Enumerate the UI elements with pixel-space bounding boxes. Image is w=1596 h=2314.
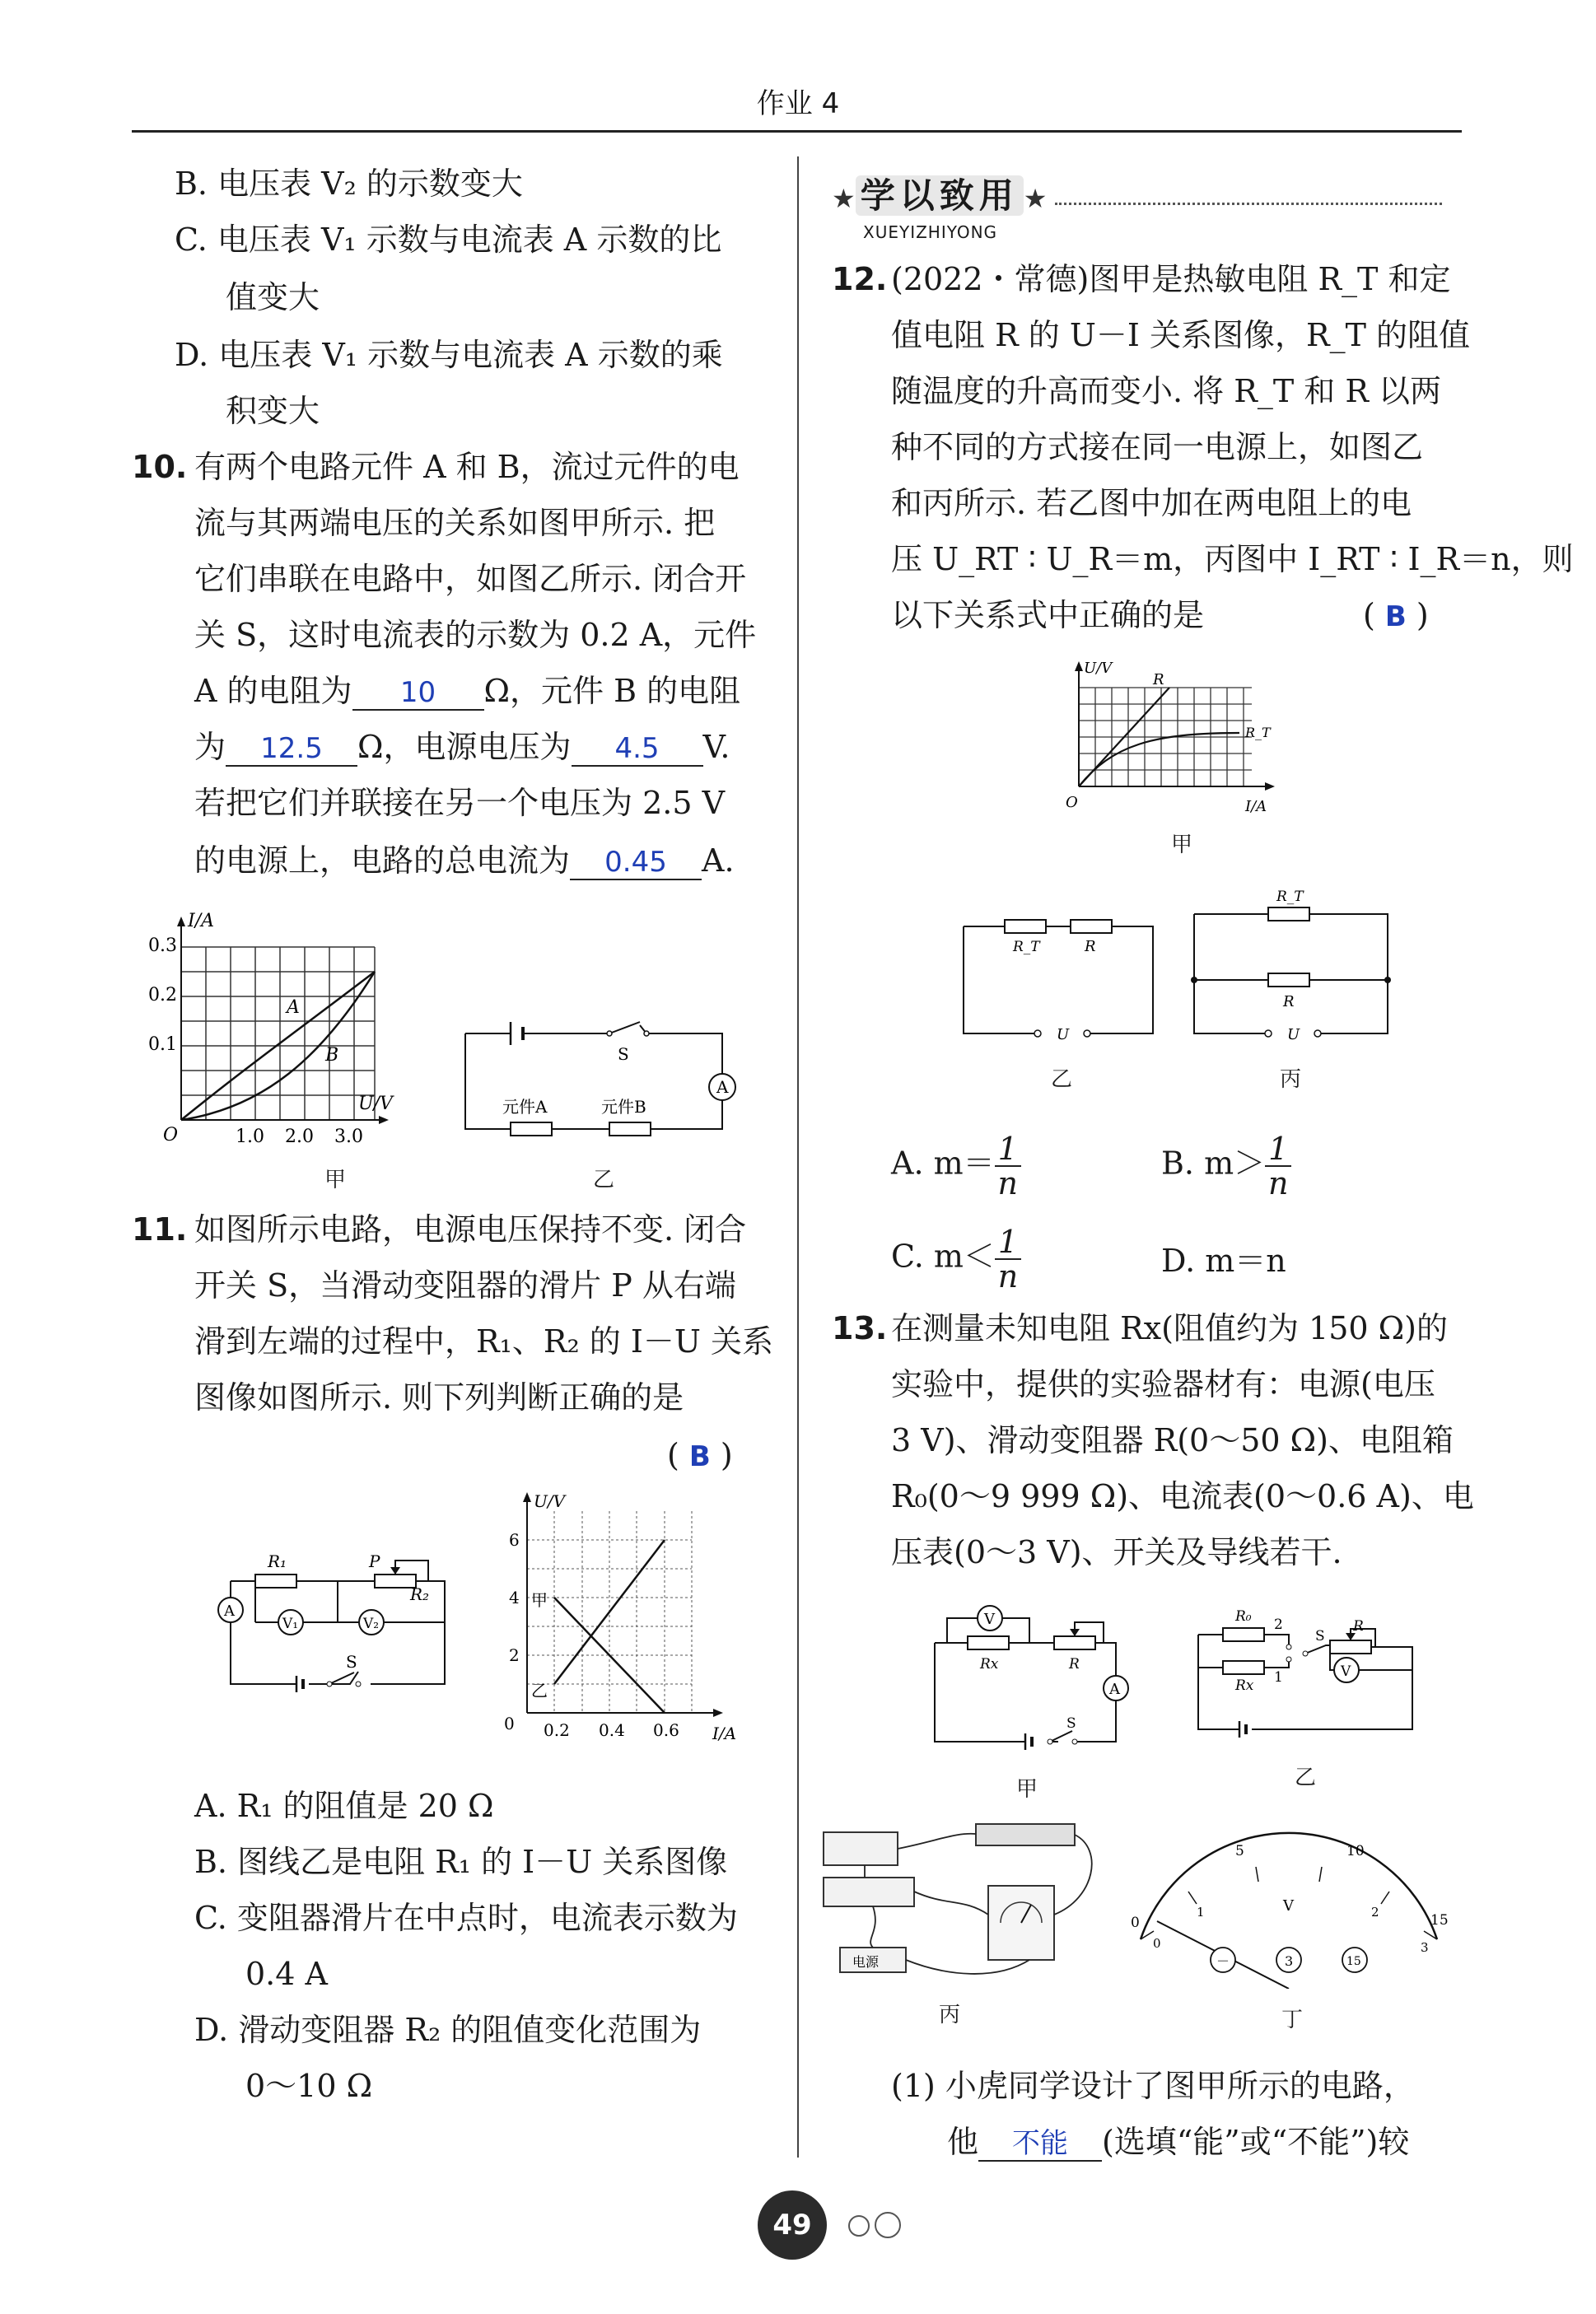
q9-option-d-line1: D. 电压表 V₁ 示数与电流表 A 示数的乘 — [175, 337, 723, 373]
fig11-circuit — [206, 1536, 453, 1701]
fig13-yi-r — [1330, 1640, 1371, 1654]
fig13-yi-rx — [1223, 1661, 1264, 1674]
fig10-x-tick: 2.0 — [285, 1127, 314, 1147]
resistance-box — [824, 1832, 898, 1865]
fig11-slider-p: P — [369, 1551, 380, 1571]
fig12-series-r — [1071, 920, 1112, 933]
q11-option-c-line1: C. 变阻器滑片在中点时，电流表示数为 — [194, 1900, 738, 1936]
q10-line8-end: A. — [702, 842, 735, 879]
fig12-rt-label: R_T — [1245, 725, 1271, 740]
fig11-y-axis-label: U/V — [534, 1491, 566, 1511]
fig12-series-rt — [1005, 920, 1046, 933]
q12-option-a-text: A. m＝ — [891, 1145, 995, 1182]
fig10-element-b — [609, 1122, 651, 1136]
q11-option-c-line2: 0.4 A — [245, 1956, 328, 1992]
q12-line5: 和丙所示. 若乙图中加在两电阻上的电 — [891, 485, 1412, 521]
fig11-origin: 0 — [504, 1714, 515, 1733]
q10-blank-b-resistance[interactable]: 12.5 — [226, 732, 357, 767]
fig12-parallel-rt-label: R_T — [1276, 889, 1304, 905]
q11-option-d-line2: 0～10 Ω — [245, 2068, 373, 2104]
q13-sub1-start: 他 — [947, 2124, 979, 2160]
fig13-circuit-jia — [922, 1589, 1145, 1762]
q12-line1: (2022・常德)图甲是热敏电阻 R_T 和定 — [891, 261, 1451, 297]
fig12-origin: O — [1066, 794, 1078, 811]
fig11-y-tick: 2 — [509, 1645, 520, 1665]
fig12-parallel-circuit — [1186, 881, 1400, 1050]
q10-line1: 有两个电路元件 A 和 B，流过元件的电 — [194, 449, 740, 485]
fig10-y-tick: 0.1 — [148, 1034, 177, 1055]
q11-line3: 滑到左端的过程中，R₁、R₂ 的 I－U 关系 — [194, 1323, 773, 1360]
page-number-badge: 49 — [758, 2190, 827, 2260]
dial-inner-tick: 2 — [1371, 1905, 1379, 1920]
fig11-x-tick: 0.2 — [544, 1720, 570, 1740]
fig11-r1-label: R₁ — [268, 1551, 287, 1571]
section-subtitle: XUEYIZHIYONG — [863, 222, 998, 242]
banner-dotted-rule — [1055, 203, 1442, 205]
fig10-y-axis-label: I/A — [188, 911, 214, 931]
fraction-denominator: n — [1267, 1165, 1289, 1201]
fraction-numerator: 1 — [995, 1225, 1021, 1260]
fig11-r2-label: R₂ — [410, 1584, 430, 1604]
fig10-y-tick: 0.2 — [148, 985, 177, 1005]
fig13-jia-r — [1054, 1636, 1095, 1649]
fraction-numerator: 1 — [995, 1132, 1021, 1167]
q13-line3: 3 V)、滑动变阻器 R(0～50 Ω)、电阻箱 — [891, 1422, 1454, 1458]
q12-option-c — [891, 1225, 1021, 1293]
q10-line4: 关 S，这时电流表的示数为 0.2 A，元件 — [194, 617, 757, 653]
q12-number: 12. — [832, 261, 888, 297]
fig11-ammeter-label: A — [224, 1603, 235, 1620]
q13-line5: 压表(0～3 V)、开关及导线若干. — [891, 1534, 1342, 1570]
q12-option-c-fraction — [995, 1225, 1021, 1293]
fig12-caption-yi: 乙 — [1051, 1067, 1073, 1092]
rheostat — [976, 1824, 1075, 1845]
fig12-caption-jia: 甲 — [1171, 833, 1193, 857]
fig12-parallel-r — [1268, 973, 1309, 987]
fig12-r-label: R — [1153, 671, 1164, 688]
q12-line7: 以下关系式中正确的是 — [891, 597, 1205, 633]
fig11-v1-label: V₁ — [282, 1616, 299, 1632]
fig11-line-jia-label: 甲 — [531, 1590, 548, 1610]
fig12-series-r-label: R — [1085, 938, 1096, 955]
section-title: 学以致用 — [856, 175, 1024, 216]
q12-option-b-fraction — [1265, 1132, 1291, 1200]
q10-line8 — [194, 833, 735, 888]
q12-option-a — [891, 1132, 1021, 1200]
fig10-x-tick: 1.0 — [236, 1127, 264, 1147]
decorative-circle — [848, 2215, 870, 2237]
q11-option-d-line1: D. 滑动变阻器 R₂ 的阻值变化范围为 — [194, 2012, 702, 2048]
dial-outer-tick: 15 — [1430, 1912, 1449, 1929]
q10-line5 — [194, 664, 740, 718]
q13-number: 13. — [832, 1310, 888, 1346]
fig10-y-tick: 0.3 — [148, 935, 177, 956]
fig10-switch-label: S — [618, 1044, 629, 1064]
fig10-curve-b-label: B — [325, 1045, 339, 1066]
q10-line2: 流与其两端电压的关系如图甲所示. 把 — [194, 505, 716, 541]
q9-option-c-line2: 值变大 — [226, 279, 320, 315]
fig12-parallel-r-label: R — [1283, 993, 1295, 1010]
dial-outer-tick: 5 — [1235, 1843, 1244, 1859]
q10-line8-start: 的电源上，电路的总电流为 — [194, 842, 571, 879]
terminal-label: 3 — [1285, 1953, 1294, 1969]
q11-answer[interactable]: B — [688, 1440, 711, 1473]
fig13-caption-bing: 丙 — [939, 2003, 961, 2027]
q11-line4: 图像如图所示. 则下列判断正确的是 — [194, 1379, 684, 1416]
q10-blank-a-resistance[interactable]: 10 — [352, 676, 484, 711]
fig12-series-circuit — [955, 910, 1169, 1050]
header-rule — [132, 130, 1462, 133]
fig13-yi-pos1: 1 — [1274, 1669, 1283, 1686]
fig13-jia-a-label: A — [1109, 1681, 1120, 1698]
fig12-parallel-rt — [1268, 907, 1309, 921]
dial-unit-v: V — [1283, 1897, 1294, 1915]
terminal-label: 15 — [1346, 1955, 1361, 1968]
dial-outer-tick: 10 — [1346, 1843, 1365, 1859]
q12-answer[interactable]: B — [1384, 600, 1407, 633]
q9-option-d-line2: 积变大 — [226, 393, 320, 429]
fig11-y-tick: 6 — [509, 1530, 520, 1550]
fig12-parallel-u-label: U — [1287, 1026, 1300, 1043]
fig13-yi-r0-label: R₀ — [1235, 1608, 1252, 1625]
fig10-x-axis-label: U/V — [358, 1094, 393, 1114]
q11-option-b: B. 图线乙是电阻 R₁ 的 I－U 关系图像 — [194, 1844, 728, 1880]
fig10-element-a-label: 元件A — [502, 1097, 548, 1117]
fig11-x-axis-label: I/A — [712, 1724, 737, 1743]
decorative-circle — [875, 2212, 901, 2238]
fig13-caption-jia: 甲 — [1016, 1777, 1038, 1802]
q10-blank-source-voltage[interactable]: 4.5 — [572, 732, 703, 767]
dial-inner-tick: 0 — [1153, 1936, 1161, 1951]
fig13-yi-r0 — [1223, 1628, 1264, 1641]
q10-number: 10. — [132, 449, 188, 485]
q10-line7: 若把它们并联接在另一个电压为 2.5 V — [194, 785, 726, 821]
fig11-switch-label: S — [346, 1652, 357, 1672]
q12-line6: 压 U_RT ∶ U_R＝m，丙图中 I_RT ∶ I_R＝n，则 — [891, 541, 1574, 577]
fig10-iu-graph — [148, 902, 395, 1149]
fig13-circuit-yi — [1190, 1598, 1437, 1750]
q10-line6 — [194, 720, 730, 774]
fig10-ammeter-label: A — [716, 1077, 729, 1097]
fig10-caption-yi: 乙 — [593, 1168, 615, 1192]
q10-line6-end: V. — [702, 729, 730, 765]
q13-sub1-line1: (1) 小虎同学设计了图甲所示的电路， — [891, 2068, 1415, 2104]
fig12-series-rt-label: R_T — [1013, 939, 1040, 955]
q11-line1: 如图所示电路，电源电压保持不变. 闭合 — [194, 1211, 747, 1248]
star-icon: ★ — [1023, 183, 1048, 214]
q12-option-a-fraction — [995, 1132, 1021, 1200]
fig10-origin: O — [163, 1125, 179, 1145]
fig13-battery-label: 电源 — [852, 1954, 880, 1970]
fig11-v2-label: V₂ — [363, 1616, 380, 1632]
column-divider — [797, 156, 799, 2158]
q10-blank-total-current[interactable]: 0.45 — [570, 846, 702, 880]
fig12-series-u-label: U — [1057, 1026, 1070, 1043]
q12-line3: 随温度的升高而变小. 将 R_T 和 R 以两 — [891, 373, 1442, 409]
fig13-jia-rx — [968, 1636, 1009, 1649]
fig13-yi-r-label: R — [1353, 1618, 1364, 1635]
q13-line4: R₀(0～9 999 Ω)、电流表(0～0.6 A)、电 — [891, 1478, 1474, 1514]
fraction-denominator: n — [997, 1165, 1018, 1201]
fig10-curve-a-label: A — [287, 997, 300, 1018]
terminal-label: － — [1216, 1953, 1230, 1969]
fig13-yi-rx-label: Rx — [1235, 1677, 1254, 1694]
q9-option-c-line1: C. 电压表 V₁ 示数与电流表 A 示数的比 — [175, 222, 722, 258]
fig11-ui-graph — [478, 1482, 758, 1754]
fraction-numerator: 1 — [1265, 1132, 1291, 1167]
q13-sub1-end: (选填“能”或“不能”)较 — [1102, 2124, 1410, 2160]
q10-line5-end: Ω，元件 B 的电阻 — [483, 673, 741, 709]
fig11-x-tick: 0.4 — [599, 1720, 625, 1740]
q12-option-d: D. m＝n — [1161, 1243, 1286, 1279]
fig11-y-tick: 4 — [509, 1588, 520, 1607]
fig10-element-a — [511, 1122, 552, 1136]
q11-number: 11. — [132, 1211, 188, 1248]
q11-option-a: A. R₁ 的阻值是 20 Ω — [194, 1788, 494, 1824]
fig13-physical-setup — [815, 1816, 1112, 1993]
fig11-x-tick: 0.6 — [653, 1720, 679, 1740]
q10-line6-mid: Ω，电源电压为 — [357, 729, 572, 765]
fig13-yi-s-label: S — [1315, 1628, 1325, 1645]
q13-sub1-line2 — [947, 2115, 1409, 2169]
fig12-x-axis-label: I/A — [1245, 798, 1267, 815]
page-header-title: 作业 4 — [756, 87, 840, 120]
fraction-denominator: n — [997, 1258, 1019, 1295]
dial-outer-tick: 0 — [1131, 1915, 1140, 1931]
q10-line5-start: A 的电阻为 — [194, 673, 352, 709]
q12-option-b — [1161, 1132, 1291, 1200]
fig10-element-b-label: 元件B — [601, 1097, 646, 1117]
fig13-jia-rx-label: Rx — [980, 1656, 999, 1673]
q13-line2: 实验中，提供的实验器材有：电源(电压 — [891, 1366, 1435, 1402]
fig11-line-yi-label: 乙 — [531, 1681, 548, 1701]
fig13-caption-ding: 丁 — [1281, 2008, 1304, 2032]
section-banner — [832, 169, 1442, 218]
q10-line6-start: 为 — [194, 729, 226, 765]
fig12-ui-graph — [1054, 655, 1301, 819]
star-icon: ★ — [832, 183, 856, 214]
fig13-voltmeter-dial — [1124, 1824, 1454, 1989]
fig13-jia-s-label: S — [1066, 1715, 1076, 1732]
switch-board — [824, 1878, 914, 1906]
fig10-series-circuit — [457, 1009, 762, 1157]
fig12-caption-bing: 丙 — [1280, 1067, 1302, 1092]
fig10-caption-jia: 甲 — [324, 1168, 347, 1192]
fig13-caption-yi: 乙 — [1295, 1766, 1317, 1790]
q12-option-b-text: B. m＞ — [1161, 1145, 1266, 1182]
q12-line4: 种不同的方式接在同一电源上，如图乙 — [891, 429, 1424, 465]
fig13-yi-v-label: V — [1341, 1663, 1351, 1680]
fig13-jia-v-label: V — [984, 1611, 995, 1628]
q13-line1: 在测量未知电阻 Rx(阻值约为 150 Ω)的 — [891, 1310, 1448, 1346]
dial-inner-tick: 1 — [1197, 1905, 1205, 1920]
fig12-y-axis-label: U/V — [1084, 660, 1113, 677]
q9-option-b: B. 电压表 V₂ 的示数变大 — [175, 166, 523, 202]
dial-inner-tick: 3 — [1421, 1940, 1429, 1955]
q11-line2: 开关 S，当滑动变阻器的滑片 P 从右端 — [194, 1267, 736, 1304]
q11-answer-bracket: ( B ) — [667, 1437, 733, 1473]
q10-line3: 它们串联在电路中，如图乙所示. 闭合开 — [194, 561, 747, 597]
q12-option-c-text: C. m＜ — [891, 1238, 995, 1275]
q12-line2: 值电阻 R 的 U－I 关系图像，R_T 的阻值 — [891, 317, 1471, 353]
fig11-r1 — [255, 1575, 296, 1588]
q12-answer-bracket: ( B ) — [1363, 597, 1429, 633]
fig13-jia-r-label: R — [1069, 1656, 1080, 1673]
q13-blank-can-or-cannot[interactable]: 不能 — [978, 2127, 1102, 2162]
fig13-yi-pos2: 2 — [1274, 1617, 1283, 1633]
fig10-x-tick: 3.0 — [334, 1127, 363, 1147]
